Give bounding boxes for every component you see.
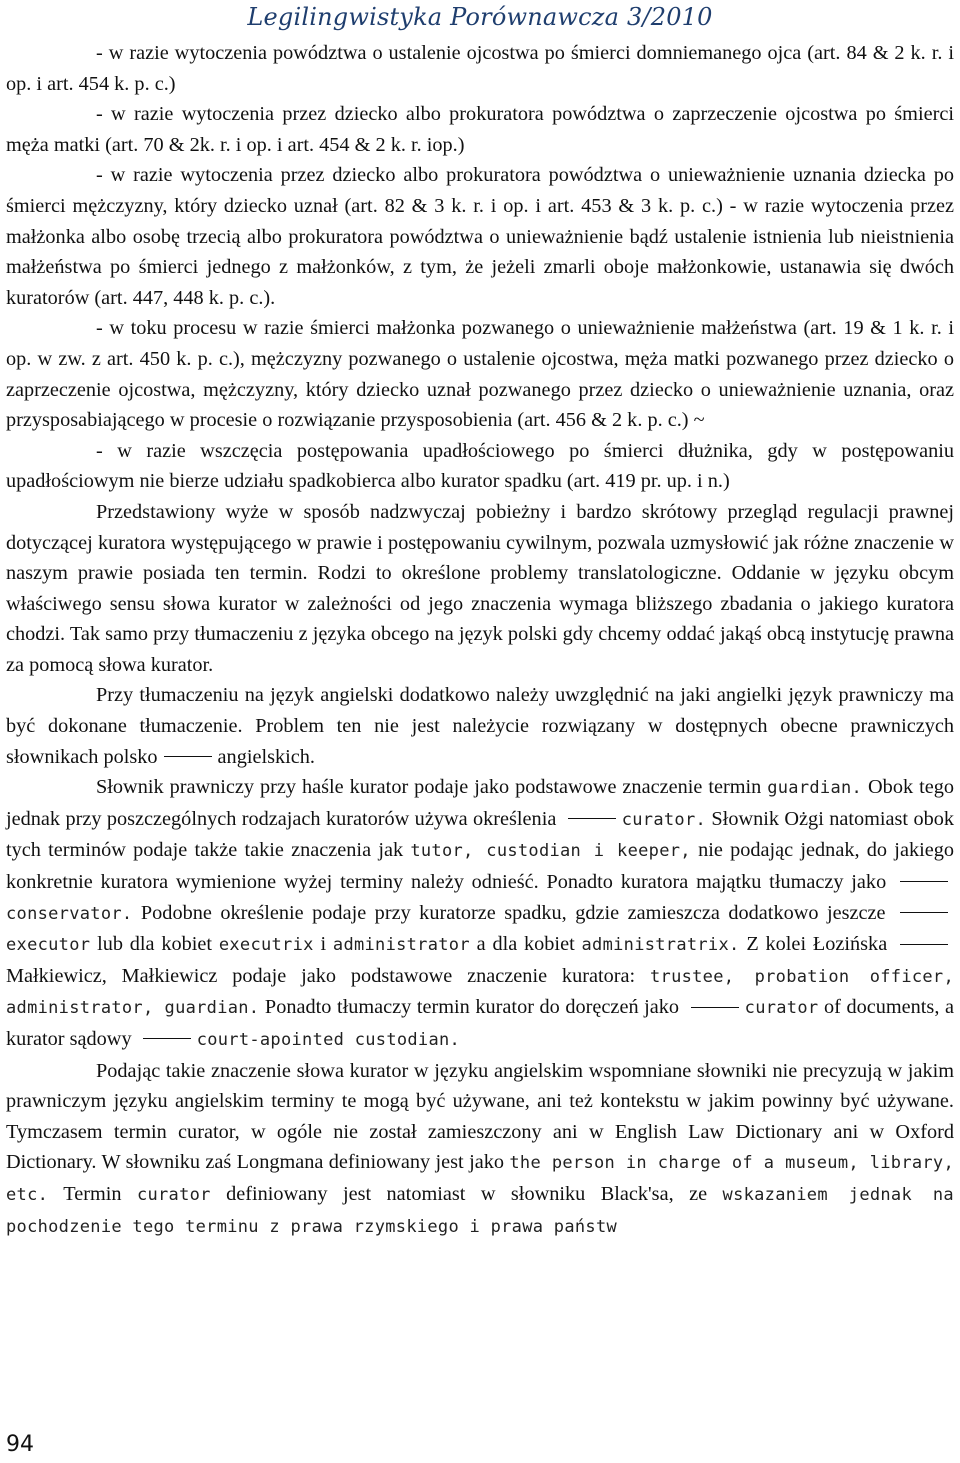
term: administrator <box>332 935 470 956</box>
term: administratrix. <box>581 935 740 956</box>
text-run: nie podając jednak, do jakiego konkretnie kuratora wymienione wyżej terminy należy odnieść. Ponadto kuratora majątku tłumaczy jako <box>6 839 955 894</box>
text-run: Termin <box>63 1182 122 1205</box>
term: executor <box>6 935 91 956</box>
em-dash <box>691 1007 739 1008</box>
paragraph-english-translation <box>6 680 954 772</box>
em-dash <box>143 1038 191 1039</box>
term: executrix <box>218 935 314 956</box>
em-dash <box>164 756 212 757</box>
list-item-denial-paternity: - w razie wytoczenia przez dziecko albo prokuratora powództwa o zaprzeczenie ojcostwa po śmierci męża matki (art. 70 & 2k. r. i op. i art. 454 & 2 k. r. iop.) <box>6 103 954 156</box>
em-dash <box>900 912 948 913</box>
text-run: Małkiewicz, Małkiewicz podaje jako podstawowe znaczenie kuratora: <box>6 964 636 987</box>
em-dash <box>568 818 616 819</box>
em-dash <box>900 881 948 882</box>
term: curator. <box>621 809 707 830</box>
paragraph-curator-definitions <box>6 1056 954 1243</box>
text-run: i <box>320 933 327 956</box>
text-run: definiowany jest natomiast w słowniku Black'sa, ze <box>226 1182 708 1205</box>
paragraph-text-tail: angielskich. <box>217 745 315 768</box>
running-header: Legilingwistyka Porównawcza 3/2010 <box>247 3 713 31</box>
list-item-paternity: - w razie wytoczenia powództwa o ustalenie ojcostwa po śmierci domniemanego ojca (art. 84 & 2 k. r. i op. i art. 454 k. p. c.) <box>6 42 954 95</box>
text-run: Słownik Ożgi natomiast obok tych terminów podaje także takie znaczenia jak <box>6 807 955 862</box>
term: guardian. <box>767 778 863 799</box>
em-dash <box>900 944 948 945</box>
text-run: Podając takie znaczenie słowa kurator w języku angielskim wspomniane słowniki nie precyzują w jakim prawniczym języku angielskim terminy te mogą być używane, ani też kontekstu w jakim powinny być używane. Tymczasem termin curator, w ogóle nie został zamieszczony ani w English Law Dictionary ani w Oxford Dictionary. W słowniku zaś Longmana definiowany jest jako <box>6 1059 954 1174</box>
text-run: lub dla kobiet <box>97 933 213 956</box>
text-run: Z kolei Łozińska <box>746 933 888 956</box>
term: trustee, probation officer, administrator, guardian. <box>6 966 955 1019</box>
text-run: Ponadto tłumaczy termin kurator do doręczeń jako <box>264 996 680 1019</box>
list-item-annulment-recognition: - w razie wytoczenia przez dziecko albo prokuratora powództwa o unieważnienie uznania dziecka po śmierci mężczyzny, który dziecko uznał (art. 82 & 3 k. r. i op. i art. 453 & 3 k. p. c.) - w razie wytoczenia przez małżonka albo osobę trzecią albo prokuratora powództwa o unieważnienie bądź ustalenie istnienia lub nieistnienia małżeństwa po śmierci jednego z małżonków, z tym, że jeżeli zmarli oboje małżonkowie, ustanawia się dwóch kuratorów (art. 447, 448 k. p. c.). <box>6 164 954 309</box>
text-run: Słownik prawniczy przy haśle kurator podaje jako podstawowe znaczenie termin <box>96 776 762 799</box>
page-number: 94 <box>6 1432 34 1457</box>
text-run: a dla kobiet <box>476 933 575 956</box>
term: tutor, custodian i keeper, <box>410 841 691 862</box>
paragraph-dictionaries <box>6 772 954 1055</box>
term: conservator. <box>6 903 133 924</box>
term: court-apointed custodian. <box>196 1030 461 1050</box>
text-run: Podobne określenie podaje przy kuratorze spadku, gdzie zamieszcza dodatkowo jeszcze <box>140 901 886 924</box>
list-item-during-trial: - w toku procesu w razie śmierci małżonka pozwanego o unieważnienie małżeństwa (art. 19 & 1 k. r. i op. w zw. z art. 450 k. p. c.), mężczyzny pozwanego o ustalenie ojcostwa, męża matki pozwanego przez dziecko o zaprzeczenie ojcostwa, mężczyzny, który dziecko uznał pozwanego przez dziecko o unieważnienie uznania, oraz przysposabiającego w procesie o rozwiązanie przysposobienia (art. 456 & 2 k. p. c.) ~ <box>6 317 954 432</box>
paragraph-overview: Przedstawiony wyże w sposób nadzwyczaj pobieżny i bardzo skrótowy przegląd regulacji prawnej dotyczącej kuratora występującego w prawie i postępowaniu cywilnym, pozwala uzmysłowić jak różne znaczenie w naszym prawie posiada ten termin. Rodzi to określone problemy translatologiczne. Oddanie w języku obcym właściwego sensu słowa kurator w zależności od jego znaczenia wymaga bliższego zbadania o jakiego kuratora chodzi. Tak samo przy tłumaczeniu z języka obcego na język polski gdy chcemy oddać jakąś obcą instytucję prawna za pomocą słowa kurator. <box>6 500 954 676</box>
text-run: of documents, a kurator sądowy <box>6 996 954 1050</box>
term: wskazaniem jednak na pochodzenie tego terminu z prawa rzymskiego i prawa państw <box>6 1184 954 1237</box>
term: curator <box>744 998 819 1019</box>
term: curator <box>136 1184 211 1205</box>
list-item-bankruptcy: - w razie wszczęcia postępowania upadłościowego po śmierci dłużnika, gdy w postępowaniu upadłościowym nie bierze udziału spadkobierca albo kurator spadku (art. 419 pr. up. i n.) <box>6 439 954 493</box>
paragraph-text: Przy tłumaczeniu na język angielski dodatkowo należy uwzględnić na jaki angielki język prawniczy ma być dokonane tłumaczenie. Problem ten nie jest należycie rozwiązany w dostępnych obecne prawniczych słownikach polsko <box>6 684 954 768</box>
term: the person in charge of a museum, library, etc. <box>6 1153 955 1205</box>
text-run: Obok tego jednak przy poszczególnych rodzajach kuratorów używa określenia <box>6 776 954 830</box>
article-body <box>6 38 954 1242</box>
